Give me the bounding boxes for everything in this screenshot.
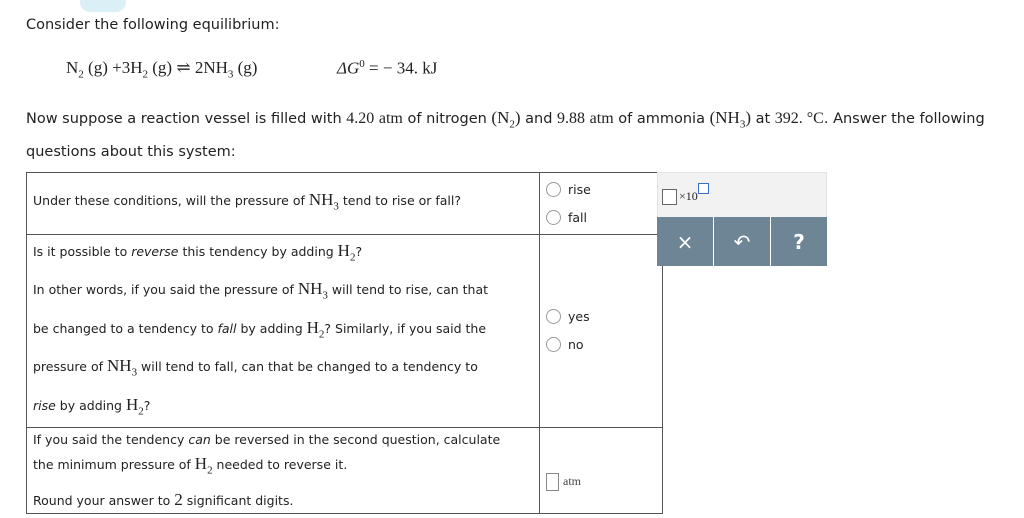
question-text: Now suppose a reaction vessel is filled with 4.20 atm of nitrogen $(N_2)$ and 9.88 atm of ammonia $(NH_3)$ at 392. °C. Answer the following questions about this system: [26,108,985,161]
radio-no[interactable] [546,337,561,352]
intro-text: Consider the following equilibrium: [26,17,280,33]
clear-button[interactable] [657,217,714,266]
radio-yes[interactable] [546,309,561,324]
tools-toolbar [657,217,827,266]
pressure-unit: atm [563,474,581,489]
pressure-input[interactable] [546,473,559,491]
question-1-answers [540,173,663,235]
question-row-3 [27,427,663,513]
radio-fall[interactable] [546,210,561,225]
question-table [26,172,663,514]
help-button[interactable] [771,217,827,266]
option-fall[interactable]: fall [546,204,662,232]
close-icon: × [676,229,694,254]
option-rise[interactable]: rise [546,176,662,204]
pressure-answer[interactable] [546,473,662,491]
radio-rise[interactable] [546,182,561,197]
question-3-answers [540,427,663,513]
question-2-text: Is it possible to reverse this tendency by adding $H_2$? In other words, if you said the pressure of $NH_3$ will tend to rise, can that be changed to a tendency to fall by adding $H_2$? Similarly, if you said the pressure of $NH_3$ will tend to fall, can that be changed to a tendency to rise by adding $H_2$? [27,235,540,428]
undo-icon: ↶ [733,229,751,254]
question-2-answers [540,235,663,428]
help-icon: ? [793,229,805,254]
question-row-2 [27,235,663,428]
mantissa-box-icon [662,189,677,205]
question-1-text: Under these conditions, will the pressure of $NH_3$ tend to rise or fall? [27,173,540,235]
exponent-box-icon [698,183,709,194]
option-no[interactable]: no [546,331,662,359]
top-tab[interactable] [80,0,126,12]
undo-button[interactable] [714,217,771,266]
question-3-text: If you said the tendency can be reversed in the second question, calculate the minimum pressure of $H_2$ needed to reverse it. Round your answer to 2 significant digits. [27,427,540,513]
reaction-equation: $N_2$ $(g) +3H_2$ (g) ⇌ $2NH_3$ (g) [66,58,258,81]
delta-g: $\Delta G^0$ = − 34. kJ [337,58,438,78]
option-yes[interactable]: yes [546,303,662,331]
question-row-1 [27,173,663,235]
answer-tools-panel [657,172,827,265]
tools-upper [657,172,827,217]
scientific-notation-button[interactable] [662,183,709,205]
equilibrium-arrow: ⇌ [176,58,191,77]
times-ten-label: ×10 [679,189,698,203]
